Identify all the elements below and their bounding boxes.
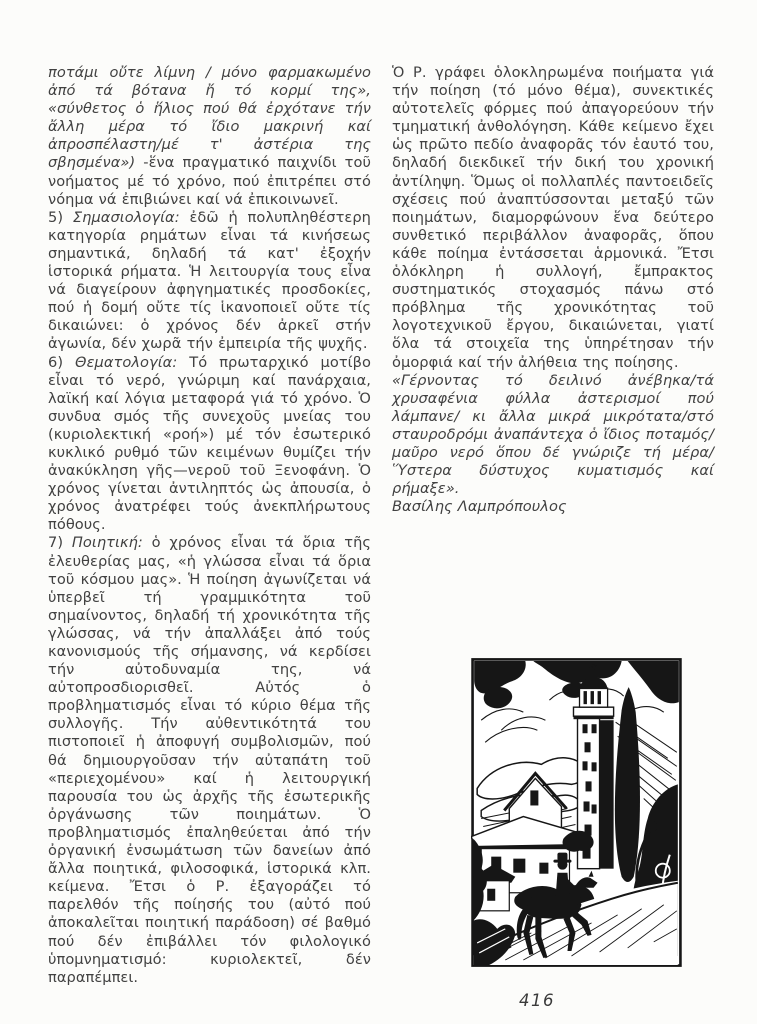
right-column (392, 64, 714, 516)
poem-quote: «Γέρνοντας τό δειλινό ἀνέβηκα/τά χρυσαφένια φύλλα ἀστερισμοί πού λάμπανε/ κι ἄλλα μικρά μικρότατα/στό σταυροδρόμι ἀναπάντεχα ὁ ἴδιος ποταμός/μαῦρο νερό ὅπου δέ γνώριζε τή μέρα/Ὕστερα δύστυχος κυματισμός καί ρήμαξε». (392, 371, 714, 498)
text-segment: 6) (48, 353, 76, 371)
text-segment: Ποιητική: (71, 534, 143, 552)
text-segment: ἐδῶ ἡ πολυπληθέστερη κατηγορία ρημάτων εἶναι τά κινήσεως σημαντικά, δηλαδή τά κατ' ἐξοχήν ἱστορικά ρήματα. Ἡ λειτουργία τους εἶνα νά διαγείρουν ἀφηγηματικές προσδοκίες, πού ἡ δομή οὔτε τίς ἱκανοποιεῖ οὔτε τίς δικαιώνει: ὁ χρόνος δέν ἀρκεῖ στήν ἀγωνία, δέν χωρᾶ τήν ἐμπειρία τῆς ψυχῆς. (48, 208, 371, 353)
text-segment: -ἕνα πραγματικό παιχνίδι τοῦ νοήματος μέ τό χρόνο, πού ἐπιτρέπει στό νόημα νά ἐπιβιώνει καί νά ἐπικοινωνεῖ. (48, 154, 371, 208)
page-number: 416 (519, 991, 555, 1010)
left-column (48, 64, 371, 987)
text-segment: 7) (48, 534, 72, 552)
paragraph (48, 209, 371, 354)
village-woodcut-illustration (471, 658, 682, 967)
paragraph (392, 64, 714, 372)
paragraph (392, 372, 714, 499)
text-segment: ὁ χρόνος εἶναι τά ὅρια τῆς ἐλευθερίας μας, «ἡ γλώσσα εἶναι τά ὅρια τοῦ κόσμου μας». Ἡ ποίηση ἀγωνίζεται νά ὑπερβεῖ τή γραμμικότητα τοῦ σημαίνοντος, δηλαδή τή χρονικότητα τῆς γλώσσας, νά τήν ἀπαλλάξει ἀπό τούς κανονισμούς τῆς σήμανσης, νά κερδίσει τήν αὐτοδυναμία της, νά αὐτοπροσδιορισθεῖ. Αὐτός ὁ προβληματισμός εἶναι τό κύριο θέμα τῆς συλλογῆς. Τήν αὐθεντικότητά του πιστοποιεῖ ἡ ἀποφυγή συμβολισμῶν, πού θά δημιουργοῦσαν τήν αὐταπάτη τοῦ «περιεχομένου» καί ἡ λειτουργική παρουσία του ὡς ἀρχῆς τῆς ἐσωτερικῆς ὀργάνωσης τῶν ποιημάτων. Ὁ προβληματισμός ἐπαληθεύεται ἀπό τήν ὀργανική ἐνσωμάτωση τῶν δανείων ἀπό ἄλλα ποιητικά, φιλοσοφικά, ἱστορικά κλπ. κείμενα. Ἔτσι ὁ Ρ. ἐξαγοράζει τό παρελθόν τῆς ποίησής του (αὐτό πού ἀποκαλεῖται ποιητική παράδοση) σέ βαθμό πού δέν ἐπιβάλλει τόν φιλολογικό ὑπομνηματισμό: κυριολεκτεῖ, δέν παραπέμπει. (48, 534, 371, 986)
woodcut-svg (471, 658, 682, 967)
text-segment: Τό πρωταρχικό μοτίβο εἶναι τό νερό, γνώριμη καί πανάρχαια, λαϊκή καί λόγια μεταφορά γιά τό χρόνο. Ὁ συνδυα σμός τῆς συνεχοῦς μνείας του (κυριολεκτική «ροή») μέ τόν ἐσωτερικό κυκλικό ρυθμό τῶν κειμένων θυμίζει τήν ἀνακύκληση γῆς—νεροῦ τοῦ Ξενοφάνη. Ὁ χρόνος γίνεται ἀντιληπτός ὡς ἀπουσία, ὁ χρόνος ἀνατρέφει τούς ἀνεκπλήρωτους πόθους. (48, 353, 371, 534)
paragraph (48, 534, 371, 986)
text-segment: ποτάμι οὔτε λίμνη / μόνο φαρμακωμένο ἀπό τά βότανα ἤ τό κορμί της», «σύνθετος ὁ ἥλιος πού θά ἐρχότανε τήν ἄλλη μέρα τό ἴδιο μακρινή καί ἀπροσπέλαστη/μέ τ' ἀστέρια της σβησμένα») (48, 64, 371, 172)
text-segment: Ὁ Ρ. γράφει ὁλοκληρωμένα ποιήματα γιά τήν ποίηση (τό μόνο θέμα), συνεκτικές αὐτοτελεῖς φόρμες πού ἀπαγορεύουν τήν τμηματική ἀνθολόγηση. Κάθε κείμενο ἔχει ὡς πρῶτο πεδίο ἀναφορᾶς τόν ἑαυτό του, δηλαδή διεκδικεῖ τήν δική του χρονική ἀντίληψη. Ὅμως οἱ πολλαπλές παντοειδεῖς σχέσεις πού ἀναπτύσσονται μεταξύ τῶν ποιημάτων, διαμορφώνουν ἕνα δεύτερο συνθετικό περιβάλλον ἀναφορᾶς, ὅπου κάθε ποίημα ἐντάσσεται ἁρμονικά. Ἔτσι ὁλόκληρη ἡ συλλογή, ἔμπρακτος συστηματικός στοχασμός πάνω στό πρόβλημα τῆς χρονικότητας τοῦ λογοτεχνικοῦ ἔργου, δικαιώνεται, γιατί ὅλα τά στοιχεῖα της ὑπηρέτησαν τήν ὀμορφιά καί τήν ἀλήθεια της ποίησης. (392, 64, 714, 371)
paragraph (48, 354, 371, 535)
paragraph (48, 64, 371, 209)
text-segment: 5) (48, 208, 73, 226)
text-segment: Θεματολογία: (75, 353, 178, 371)
byline: Βασίλης Λαμπρόπουλος (392, 498, 567, 516)
text-segment: Σημασιολογία: (72, 208, 180, 226)
